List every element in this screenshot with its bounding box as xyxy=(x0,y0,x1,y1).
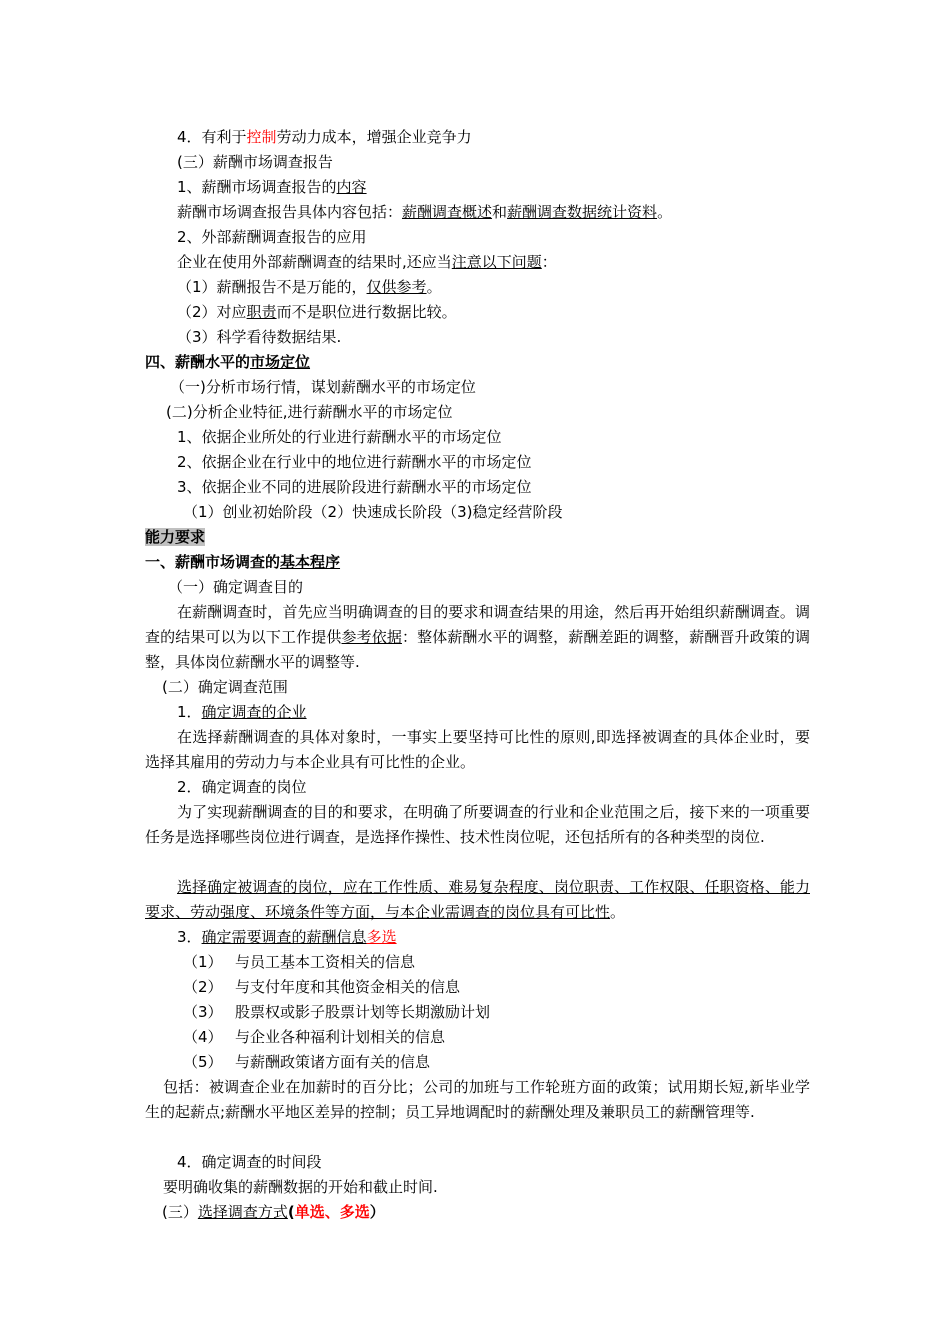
subsection-heading: 1、薪酬市场调查报告的内容 xyxy=(177,178,367,196)
list-item: 1、依据企业所处的行业进行薪酬水平的市场定位 xyxy=(177,428,502,446)
choice-type-tag: 单选、多选 xyxy=(294,1203,370,1221)
list-item: （2） 与支付年度和其他资金相关的信息 xyxy=(183,978,461,996)
paragraph: 在薪酬调查时，首先应当明确调查的目的要求和调查结果的用途，然后再开始组织薪酬调查。调查的结果可以为以下工作提供参考依据：整体薪酬水平的调整，薪酬差距的调整，薪酬晋升政策的调整，具体岗位薪酬水平的调整等. xyxy=(145,603,810,671)
list-item: （1）薪酬报告不是万能的，仅供参考。 xyxy=(177,278,442,296)
paragraph: 在选择薪酬调查的具体对象时，一事实上要坚持可比性的原则,即选择被调查的具体企业时，要选择其雇用的劳动力与本企业具有可比性的企业。 xyxy=(145,728,810,771)
paragraph: 为了实现薪酬调查的目的和要求，在明确了所要调查的行业和企业范围之后，接下来的一项重要任务是选择哪些岗位进行调查，是选择作操性、技术性岗位呢，还包括所有的各种类型的岗位. xyxy=(145,803,810,846)
subsection-heading: 1．确定调查的企业 xyxy=(177,703,307,721)
section-heading: (二）确定调查范围 xyxy=(162,678,288,696)
list-item: （1） 与员工基本工资相关的信息 xyxy=(183,953,416,971)
section-heading: （一）确定调查目的 xyxy=(168,578,304,596)
ability-requirements-heading: 能力要求 xyxy=(145,528,206,546)
list-item: 2、依据企业在行业中的地位进行薪酬水平的市场定位 xyxy=(177,453,532,471)
text-line: 薪酬市场调查报告具体内容包括：薪酬调查概述和薪酬调查数据统计资料。 xyxy=(177,203,673,221)
paragraph: 选择确定被调查的岗位，应在工作性质、难易复杂程度、岗位职责、工作权限、任职资格、能力要求、劳动强度、环境条件等方面，与本企业需调查的岗位具有可比性。 xyxy=(145,878,810,921)
subsection-heading: 3．确定需要调查的薪酬信息多选 xyxy=(177,928,397,946)
section-heading: (二)分析企业特征,进行薪酬水平的市场定位 xyxy=(166,403,453,421)
list-item: 3、依据企业不同的进展阶段进行薪酬水平的市场定位 xyxy=(177,478,532,496)
paragraph: 包括：被调查企业在加薪时的百分比；公司的加班与工作轮班方面的政策；试用期长短,新毕业学生的起薪点;薪酬水平地区差异的控制；员工异地调配时的薪酬处理及兼职员工的薪酬管理等. xyxy=(145,1078,810,1121)
list-item: （2）对应职责而不是职位进行数据比较。 xyxy=(177,303,457,321)
subsection-heading: 2．确定调查的岗位 xyxy=(177,778,307,796)
section-heading: (三）薪酬市场调查报告 xyxy=(177,153,333,171)
list-item: （4） 与企业各种福利计划相关的信息 xyxy=(183,1028,446,1046)
chapter-heading: 一、薪酬市场调查的基本程序 xyxy=(145,553,341,571)
section-heading: (三）选择调查方式(单选、多选） xyxy=(162,1203,385,1221)
text-line: 企业在使用外部薪酬调查的结果时,还应当注意以下问题： xyxy=(177,253,557,271)
list-item: （5） 与薪酬政策诸方面有关的信息 xyxy=(183,1053,431,1071)
highlight-red-text: 控制 xyxy=(246,128,277,146)
subsection-heading: 4．确定调查的时间段 xyxy=(177,1153,322,1171)
list-item: （1）创业初始阶段（2）快速成长阶段（3)稳定经营阶段 xyxy=(183,503,563,521)
section-heading: （一)分析市场行情，谋划薪酬水平的市场定位 xyxy=(170,378,476,396)
text-line: 要明确收集的薪酬数据的开始和截止时间. xyxy=(163,1178,438,1196)
multiple-choice-tag: 多选 xyxy=(366,928,397,946)
list-item: （3）科学看待数据结果. xyxy=(177,328,342,346)
chapter-heading: 四、薪酬水平的市场定位 xyxy=(145,353,311,371)
text-line: 4．有利于控制劳动力成本，增强企业竞争力 xyxy=(177,128,472,146)
subsection-heading: 2、外部薪酬调查报告的应用 xyxy=(177,228,367,246)
list-item: （3） 股票权或影子股票计划等长期激励计划 xyxy=(183,1003,491,1021)
